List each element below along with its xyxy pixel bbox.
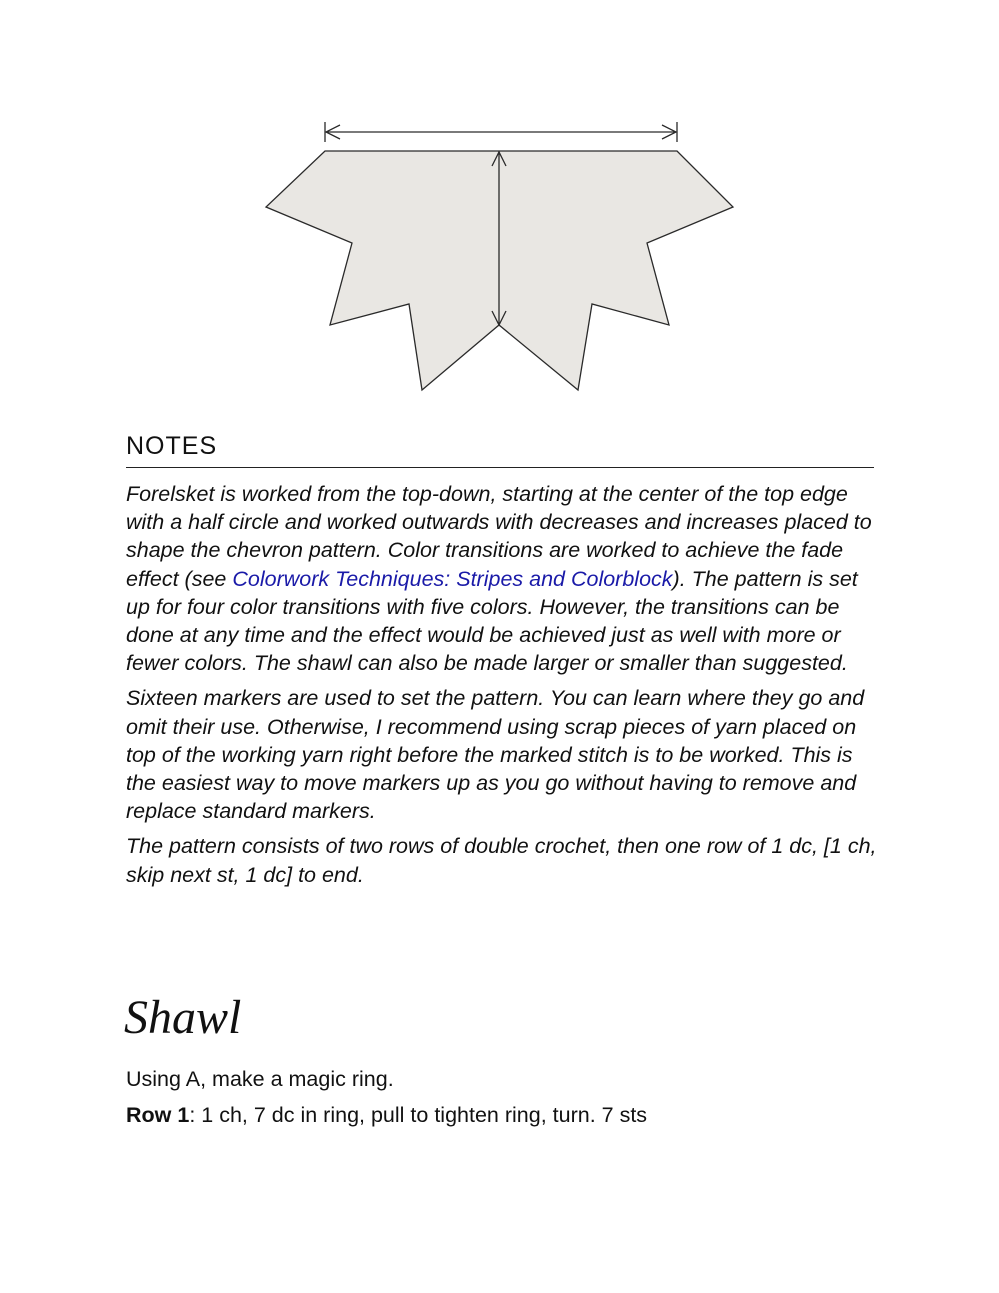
notes-divider: [126, 467, 874, 468]
row-1-instruction: [126, 1101, 647, 1129]
notes-p1-text-b: ). The pattern is set up for four color transitions with five colors. However, the transitions can be done at any time and the effect would be achieved just as well with more or fewer colors. The shawl can also be made larger or smaller than suggested.: [126, 566, 858, 676]
notes-paragraph-1: [126, 480, 886, 677]
row-1-label: Row 1: [126, 1103, 190, 1127]
notes-paragraph-3: The pattern consists of two rows of double crochet, then one row of 1 dc, [1 ch, skip next st, 1 dc] to end.: [126, 834, 877, 887]
intro-instruction: Using A, make a magic ring.: [126, 1067, 394, 1091]
width-dimension-arrow: [325, 122, 677, 142]
notes-paragraph-2: Sixteen markers are used to set the pattern. You can learn where they go and omit their use. Otherwise, I recommend using scrap pieces of yarn placed on top of the working yarn right before the marked stitch is to be worked. This is the easiest way to move markers up as you go without having to remove and replace standard markers.: [126, 686, 865, 824]
shawl-section-title: Shawl: [124, 991, 242, 1044]
notes-p1-text-a: Forelsket is worked from the top-down, starting at the center of the top edge with a half circle and worked outwards with decreases and increases placed to shape the chevron pattern. Color transitions are worked to achieve the fade effect (see: [126, 482, 872, 591]
notes-body: [126, 480, 886, 896]
row-1-text: : 1 ch, 7 dc in ring, pull to tighten ring, turn. 7 sts: [189, 1103, 648, 1127]
shawl-schematic-diagram: [0, 0, 999, 420]
notes-heading: NOTES: [126, 432, 218, 460]
colorwork-techniques-link[interactable]: Colorwork Techniques: Stripes and Colorblock: [232, 566, 673, 591]
shawl-instructions: [126, 1065, 647, 1137]
